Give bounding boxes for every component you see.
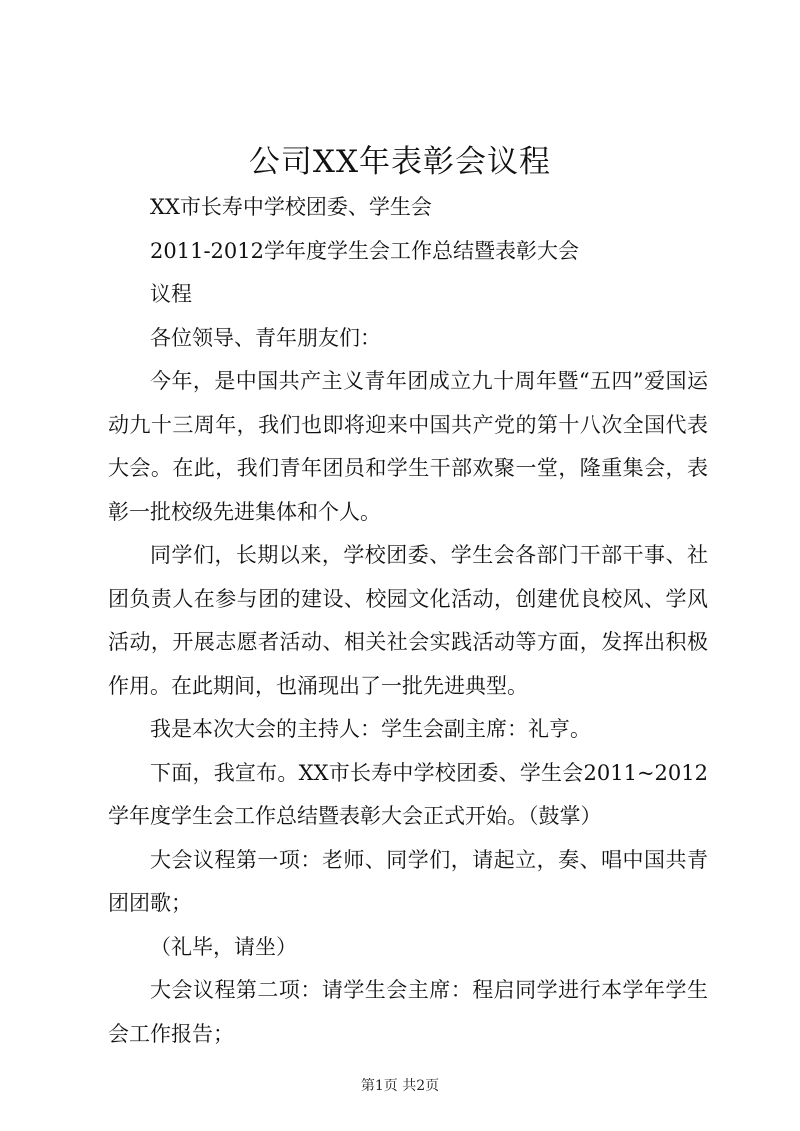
paragraph-background: 同学们，长期以来，学校团委、学生会各部门干部干事、社团负责人在参与团的建设、校园文化活动，创建优良校风、学风活动，开展志愿者活动、相关社会实践活动等方面，发挥出积极作用。在此期间，也涌现出了一批先进典型。	[108, 543, 708, 698]
paragraph-intro: 今年，是中国共产主义青年团成立九十周年暨“五四”爱国运动九十三周年，我们也即将迎来中国共产党的第十八次全国代表大会。在此，我们青年团员和学生干部欢聚一堂，隆重集会，表彰一批校级先进集体和个人。	[108, 369, 708, 524]
paragraph-agenda-item-1: 大会议程第一项：老师、同学们，请起立，奏、唱中国共青团团歌；	[108, 847, 708, 915]
paragraph-event-name: 2011-2012学年度学生会工作总结暨表彰大会	[150, 238, 579, 263]
paragraph-agenda-item-2: 大会议程第二项：请学生会主席：程启同学进行本学年学生会工作报告；	[108, 978, 708, 1046]
document-body	[108, 186, 708, 1056]
document-title: 公司XX年表彰会议程	[248, 144, 552, 180]
paragraph-agenda-label: 议程	[150, 282, 192, 306]
paragraph-greeting: 各位领导、青年朋友们：	[150, 325, 381, 350]
paragraph-organizer: XX市长寿中学校团委、学生会	[150, 195, 432, 219]
paragraph-host: 我是本次大会的主持人：学生会副主席：礼亨。	[150, 717, 591, 741]
paragraph-seated: （礼毕，请坐）	[150, 934, 297, 959]
paragraph-opening: 下面，我宣布。XX市长寿中学校团委、学生会2011~2012学年度学生会工作总结暨表彰大会正式开始。（鼓掌）	[108, 760, 708, 828]
page-number-footer: 第1页 共2页	[360, 1078, 440, 1094]
